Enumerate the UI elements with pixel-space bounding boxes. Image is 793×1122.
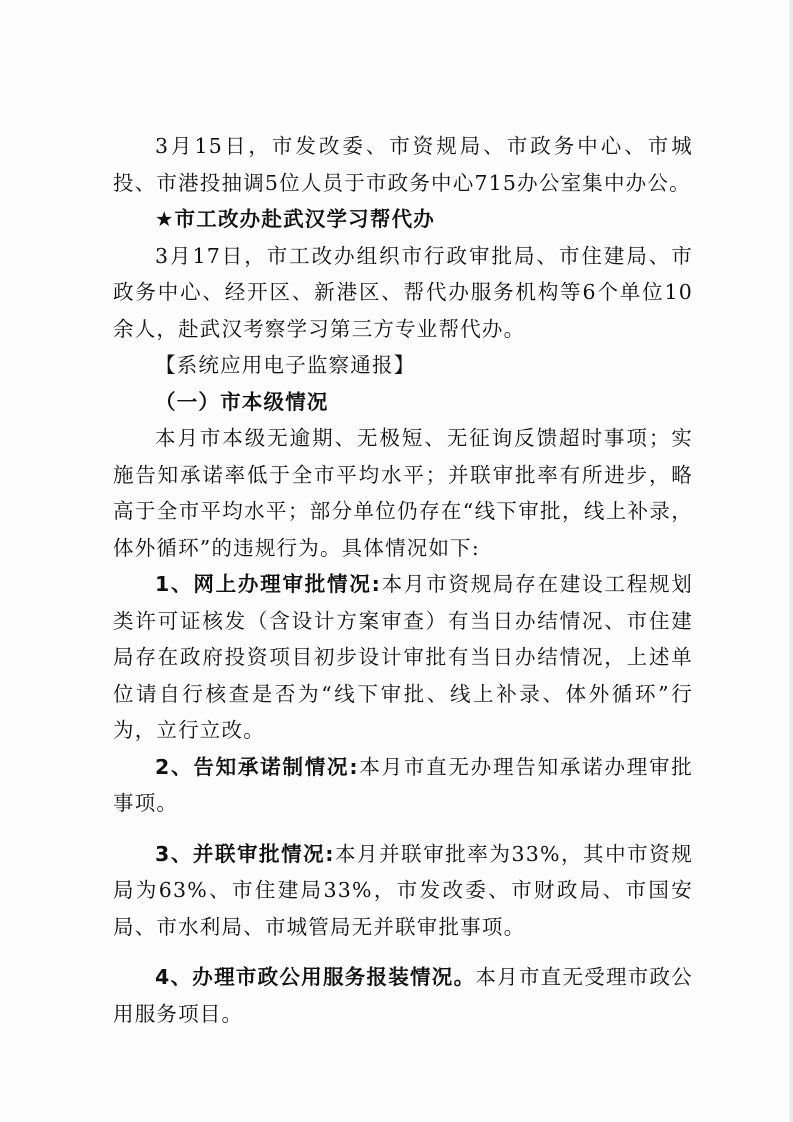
document-body [113, 128, 693, 1032]
item-parallel-approval-label: 3、并联审批情况: [155, 841, 335, 866]
heading-city-level: （一）市本级情况 [155, 389, 329, 414]
item-online-approval-label: 1、网上办理审批情况: [155, 572, 382, 596]
paragraph-city-summary: 本月市本级无逾期、无极短、无征询反馈超时事项；实施告知承诺率低于全市平均水平；并联审批率有所进步，略高于全市平均水平；部分单位仍存在“线下审批，线上补录，体外循环”的违规行为。具体情况如下: [113, 426, 693, 560]
heading-system-report: 【系统应用电子监察通报】 [155, 353, 416, 377]
item-online-approval [113, 566, 693, 749]
item-online-approval-text: 本月市资规局存在建设工程规划类许可证核发（含设计方案审查）有当日办结情况、市住建局存在政府投资项目初步设计审批有当日办结情况，上述单位请自行核查是否为“线下审批、线上补录、体外循环”行为，立行立改。 [113, 572, 693, 742]
item-notification-commitment-label: 2、告知承诺制情况: [155, 754, 359, 779]
item-parallel-approval [113, 836, 693, 946]
heading-wuhan-study: ★市工改办赴武汉学习帮代办 [155, 207, 435, 231]
item-notification-commitment [113, 749, 693, 822]
paragraph-joint-office: 3月15日，市发改委、市资规局、市政务中心、市城投、市港投抽调5位人员于市政务中心715办公室集中办公。 [113, 134, 693, 195]
item-notification-commitment-text: 本月市直无办理告知承诺办理审批事项。 [113, 754, 694, 815]
item-municipal-service-label: 4、办理市政公用服务报装情况。 [155, 965, 476, 989]
item-municipal-service-text: 本月市直无受理市政公用服务项目。 [113, 965, 694, 1026]
item-municipal-service [113, 959, 693, 1032]
paragraph-wuhan-study: 3月17日，市工改办组织市行政审批局、市住建局、市政务中心、经开区、新港区、帮代办服务机构等6个单位10余人，赴武汉考察学习第三方专业帮代办。 [113, 243, 693, 341]
item-parallel-approval-text: 本月并联审批率为33%，其中市资规局为63%、市住建局33%，市发改委、市财政局、市国安局、市水利局、市城管局无并联审批事项。 [113, 841, 693, 939]
scan-edge [789, 0, 793, 1122]
